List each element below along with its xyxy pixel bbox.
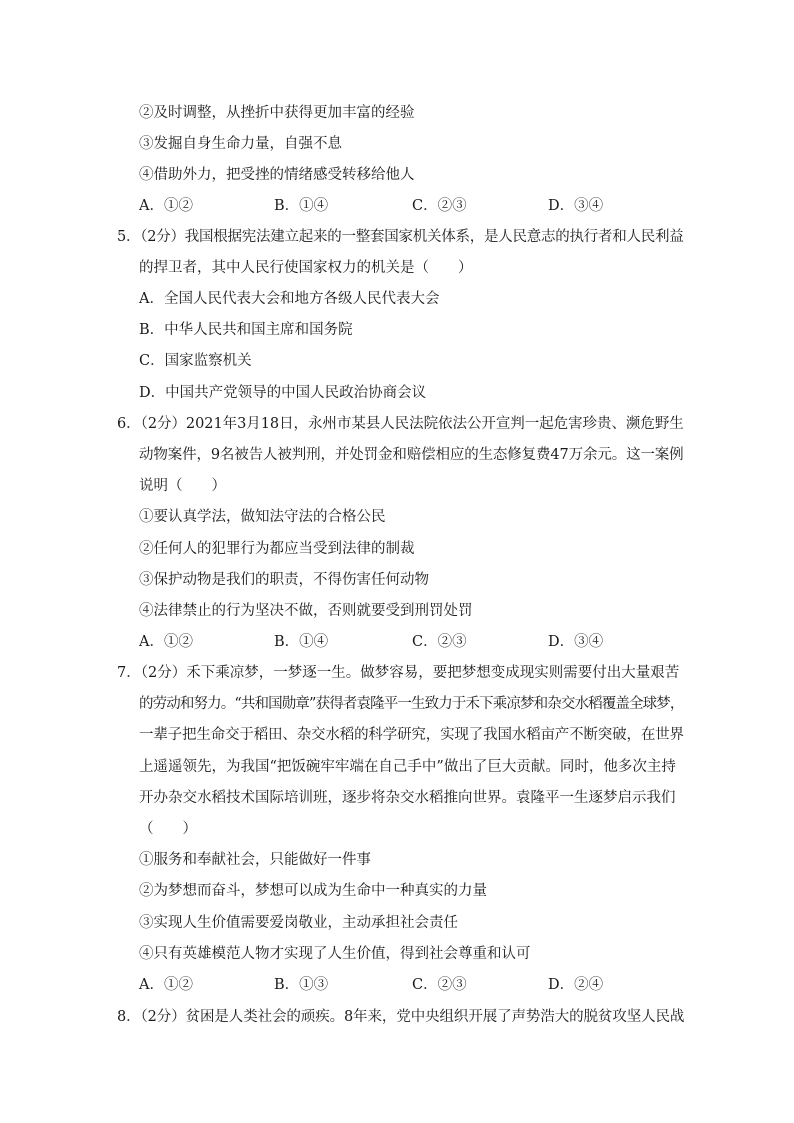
q6-option-a: A．①② — [139, 634, 193, 650]
q7-option-a: A．①② — [139, 977, 193, 993]
q4-option-a: A．①② — [139, 198, 193, 214]
q7-stem-line-2: 的劳动和努力。“共和国勋章”获得者袁隆平一生致力于禾下乘凉梦和杂交水稻覆盖全球梦， — [139, 696, 684, 712]
q5-option-d: D．中国共产党领导的中国人民政治协商会议 — [139, 385, 427, 401]
q4-option-d: D．③④ — [548, 198, 604, 214]
q7-stem-line-4: 上遥遥领先，为我国“把饭碗牢牢端在自己手中”做出了巨大贡献。同时，他多次主持 — [139, 759, 676, 775]
q4-option-b: B．①④ — [274, 198, 329, 214]
q5-option-a: A．全国人民代表大会和地方各级人民代表大会 — [139, 291, 440, 307]
q5-option-c: C．国家监察机关 — [139, 353, 252, 369]
q7-stem-line-6: （ ） — [139, 821, 197, 837]
q7-option-c: C．②③ — [412, 977, 467, 993]
q5-option-b: B．中华人民共和国主席和国务院 — [139, 322, 353, 338]
q7-stem-line-1: 7．（2分）禾下乘凉梦，一梦逐一生。做梦容易，要把梦想变成现实则需要付出大量艰苦 — [117, 665, 680, 681]
q6-option-b: B．①④ — [274, 634, 329, 650]
q7-option-d: D．②④ — [548, 977, 604, 993]
q6-item-1: ①要认真学法，做知法守法的合格公民 — [139, 509, 386, 525]
q4-item-2: ②及时调整，从挫折中获得更加丰富的经验 — [139, 105, 415, 121]
q6-option-c: C．②③ — [412, 634, 467, 650]
q5-stem-line-2: 的捍卫者，其中人民行使国家权力的机关是（ ） — [139, 260, 473, 276]
q4-item-3: ③发掘自身生命力量，自强不息 — [139, 136, 342, 152]
q8-stem-line-1: 8．（2分）贫困是人类社会的顽疾。8年来，党中央组织开展了声势浩大的脱贫攻坚人民战 — [117, 1009, 685, 1025]
q7-option-b: B．①③ — [274, 977, 329, 993]
q6-stem-line-3: 说明（ ） — [139, 478, 226, 494]
q6-stem-line-1: 6．（2分）2021年3月18日，永州市某县人民法院依法公开宣判一起危害珍贵、濒危野生 — [117, 416, 684, 432]
q7-item-4: ④只有英雄模范人物才实现了人生价值，得到社会尊重和认可 — [139, 946, 531, 962]
q6-stem-line-2: 动物案件，9名被告人被判刑，并处罚金和赔偿相应的生态修复费47万余元。这一案例 — [139, 447, 684, 463]
q6-item-2: ②任何人的犯罪行为都应当受到法律的制裁 — [139, 541, 415, 557]
q7-item-3: ③实现人生价值需要爱岗敬业，主动承担社会责任 — [139, 915, 458, 931]
q7-stem-line-3: 一辈子把生命交于稻田、杂交水稻的科学研究，实现了我国水稻亩产不断突破，在世界 — [139, 727, 684, 743]
q4-option-c: C．②③ — [412, 198, 467, 214]
q5-stem-line-1: 5．（2分）我国根据宪法建立起来的一整套国家机关体系，是人民意志的执行者和人民利益 — [117, 229, 684, 245]
q4-item-4: ④借助外力，把受挫的情绪感受转移给他人 — [139, 167, 415, 183]
q6-item-3: ③保护动物是我们的职责，不得伤害任何动物 — [139, 572, 429, 588]
q7-stem-line-5: 开办杂交水稻技术国际培训班，逐步将杂交水稻推向世界。袁隆平一生逐梦启示我们 — [139, 790, 676, 806]
q6-item-4: ④法律禁止的行为坚决不做，否则就要受到刑罚处罚 — [139, 603, 473, 619]
q6-option-d: D．③④ — [548, 634, 604, 650]
q7-item-2: ②为梦想而奋斗，梦想可以成为生命中一种真实的力量 — [139, 883, 487, 899]
q7-item-1: ①服务和奉献社会，只能做好一件事 — [139, 852, 371, 868]
